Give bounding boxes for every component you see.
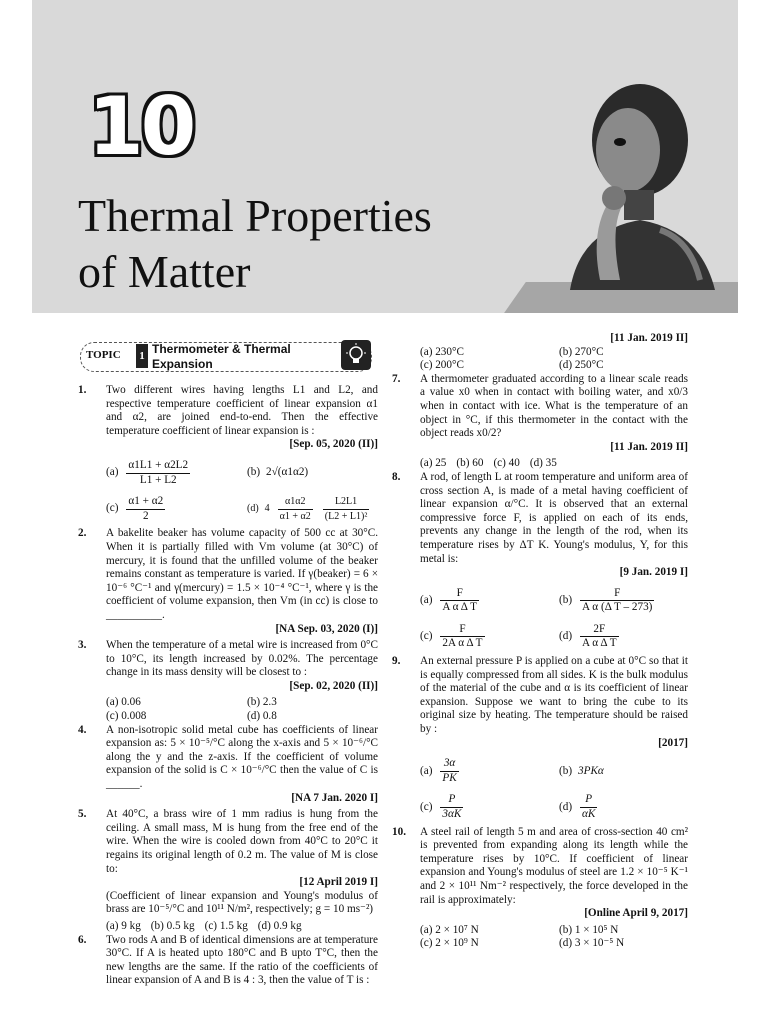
question-source: [NA Sep. 03, 2020 (I)] — [275, 622, 378, 635]
option-c[interactable] — [420, 793, 549, 821]
question-text: A bakelite beaker has volume capacity of 500 cc at 30°C. When it is partially filled with Vm volume (at 30°C) of mercury, it is found that the unfilled volume of the beaker remains constant as temperature is varied. If γ(beaker) = 6 × 10⁻⁶ °C⁻¹ and γ(mercury) = 1.5 × 10⁻⁴ °C⁻¹, where γ is the coefficient of volume expansion, then Vm (in cc) is close to __________. — [106, 527, 378, 621]
question-number: 7. — [392, 372, 401, 385]
question-text: Two rods A and B of identical dimensions are at temperature 30°C. If A is heated upto 180°C and B upto T°C, then the new lengths are the same. If the ratio of the coefficients of linear expansion of A and B is 4 : 3, then the value of T is : — [106, 933, 378, 987]
question-10-options — [392, 924, 688, 951]
option-c[interactable]: (c) 2 × 10⁹ N — [420, 937, 479, 950]
option-label: (a) — [420, 593, 433, 606]
question-9-options — [392, 753, 688, 825]
question-8-options — [392, 583, 688, 655]
question-6-source: [11 Jan. 2019 II] — [610, 332, 688, 344]
chapter-title-line2: of Matter — [78, 246, 251, 297]
option-label: (b) — [247, 466, 261, 479]
fraction-bottom: A α Δ T — [582, 637, 617, 650]
question-1-options — [78, 455, 378, 527]
option-b[interactable] — [247, 459, 378, 487]
question-1 — [78, 384, 378, 452]
right-column — [392, 332, 688, 951]
option-c[interactable]: (c) 40 — [493, 457, 520, 470]
option-a[interactable]: (a) 25 — [420, 457, 447, 470]
option-a[interactable]: (a) 0.06 — [106, 696, 141, 709]
option-d[interactable] — [247, 495, 378, 523]
option-label: (a) — [420, 764, 433, 777]
option-d[interactable]: (d) 3 × 10⁻⁵ N — [559, 937, 625, 950]
question-2 — [78, 527, 378, 636]
option-b[interactable]: (b) 2.3 — [247, 696, 277, 709]
question-7-options — [392, 457, 688, 471]
question-number: 3. — [78, 639, 87, 652]
question-source: [Sep. 02, 2020 (II)] — [289, 679, 378, 692]
option-d[interactable]: (d) 250°C — [559, 359, 604, 372]
question-text: A steel rail of length 5 m and area of cross-section 40 cm² is prevented from expanding along its length while the temperature rises by 10°C. If coefficient of linear expansion and Young's modulus of steel are 1.2 × 10⁻⁵ K⁻¹ and 2 × 10¹¹ Nm⁻² respectively, the force developed in the rail is approximately: — [420, 825, 688, 906]
chapter-title — [78, 188, 432, 300]
option-value: 3PKα — [578, 764, 604, 777]
fraction-bottom: αK — [582, 808, 596, 820]
question-6 — [78, 934, 378, 988]
question-source: [12 April 2019 I] — [299, 876, 378, 889]
option-value: 2√(α1α2) — [266, 466, 309, 479]
question-8 — [392, 471, 688, 580]
fraction-top: 3α — [440, 757, 458, 772]
left-column — [78, 338, 378, 991]
question-number: 5. — [78, 808, 87, 821]
fraction-bottom: α1 + α2 — [279, 510, 311, 522]
option-prefix: 4 — [264, 503, 270, 515]
option-d[interactable]: (d) 0.9 kg — [257, 919, 302, 932]
fraction-bottom: 2A α Δ T — [442, 637, 483, 650]
option-d[interactable]: (d) 0.8 — [247, 710, 277, 723]
option-b[interactable] — [559, 587, 688, 615]
option-c[interactable] — [106, 495, 237, 523]
fraction-top: F — [440, 623, 484, 638]
option-a[interactable]: (a) 230°C — [420, 345, 464, 358]
fraction-top: α1 + α2 — [126, 495, 165, 510]
question-10 — [392, 826, 688, 921]
question-text: A rod, of length L at room temperature and uniform area of cross section A, is made of a metal having coefficient of linear expansion α/°C. It is observed that an external compressive force F, is applied on each of its ends, prevents any change in the length of the rod, when its temperature rises by ΔT K. Young's modulus, Y, for this metal is: — [420, 470, 688, 565]
option-d[interactable] — [559, 793, 688, 821]
option-c[interactable]: (c) 1.5 kg — [204, 919, 248, 932]
question-3 — [78, 639, 378, 693]
question-number: 2. — [78, 527, 87, 540]
fraction-bottom: A α (Δ T – 273) — [582, 601, 653, 614]
question-number: 6. — [78, 933, 87, 946]
fraction-top: F — [580, 587, 654, 602]
option-c[interactable] — [420, 623, 549, 651]
option-label: (d) — [247, 503, 259, 515]
option-label: (b) — [559, 593, 573, 606]
fraction-top: α1α2 — [278, 495, 313, 510]
question-number: 1. — [78, 384, 87, 396]
question-number: 9. — [392, 655, 401, 668]
option-label: (c) — [106, 502, 119, 515]
question-9 — [392, 655, 688, 750]
robot-thinking-image — [540, 80, 720, 290]
question-source: [Online April 9, 2017] — [584, 907, 688, 920]
option-label: (d) — [559, 630, 573, 643]
option-a[interactable] — [420, 587, 549, 615]
chapter-number: 10 — [88, 80, 194, 173]
question-5-options — [78, 920, 378, 934]
question-source: [NA 7 Jan. 2020 I] — [291, 791, 378, 804]
topic-header — [78, 338, 378, 374]
question-note: (Coefficient of linear expansion and Young's modulus of brass are 10⁻⁵/°C and 10¹¹ N/m², respectively; g = 10 ms⁻²) — [106, 889, 378, 916]
question-6-options — [392, 346, 688, 373]
fraction-bottom: PK — [442, 771, 457, 784]
question-source: [9 Jan. 2019 I] — [619, 566, 688, 579]
option-a[interactable] — [420, 757, 549, 785]
question-3-options — [78, 696, 378, 723]
option-a[interactable] — [106, 459, 237, 487]
question-text: A non-isotropic solid metal cube has coefficients of linear expansion as: 5 × 10⁻⁵/°C along the x-axis and 5 × 10⁻⁶/°C along the y and the z-axis. If the coefficient of volume expansion of the solid is C × 10⁻⁶/°C then the value of C is ______. — [106, 723, 378, 791]
option-d[interactable]: (d) 35 — [529, 457, 557, 470]
fraction-bottom: 3αK — [442, 808, 462, 820]
question-number: 4. — [78, 723, 87, 736]
option-b[interactable]: (b) 0.5 kg — [150, 919, 195, 932]
fraction-top: L2L1 — [323, 495, 370, 510]
question-source: [11 Jan. 2019 II] — [610, 440, 688, 453]
question-text: A thermometer graduated according to a linear scale reads a value x0 when in contact with boiling water, and x0/3 when in contact with ice. What is the temperature of an object in °C, if this thermometer in the contact with the object reads x0/2? — [420, 372, 688, 440]
fraction-top: P — [440, 793, 463, 808]
question-number: 8. — [392, 470, 401, 483]
topic-title: Thermometer & Thermal Expansion — [152, 342, 291, 371]
option-label: (d) — [559, 800, 573, 813]
fraction-top: P — [580, 793, 597, 808]
option-c[interactable]: (c) 200°C — [420, 359, 464, 372]
chapter-title-line1: Thermal Properties — [78, 190, 432, 241]
question-7 — [392, 373, 688, 455]
option-b[interactable]: (b) 60 — [456, 457, 484, 470]
fraction-bottom: (L2 + L1)² — [324, 510, 368, 522]
question-text: At 40°C, a brass wire of 1 mm radius is hung from the ceiling. A small mass, M is hung from the free end of the wire. When the wire is cooled down from 40°C to 20°C it regains its original length of 0.2 m. The value of M is close to: — [106, 808, 378, 875]
question-source: [Sep. 05, 2020 (II)] — [289, 438, 378, 451]
fraction-bottom: L1 + L2 — [139, 473, 177, 486]
option-label: (b) — [559, 764, 573, 777]
option-a[interactable]: (a) 9 kg — [106, 919, 141, 932]
question-number: 10. — [392, 825, 406, 838]
question-text: Two different wires having lengths L1 and L2, and respective temperature coefficient of linear expansion α1 and α2, are joined end-to-end. Then the effective temperature coefficient of linear expansion is : — [106, 384, 378, 437]
fraction-top: F — [440, 587, 479, 602]
fraction-bottom: A α Δ T — [442, 601, 477, 614]
option-d[interactable] — [559, 623, 688, 651]
option-b[interactable]: (b) 1 × 10⁵ N — [559, 923, 619, 936]
question-text: An external pressure P is applied on a cube at 0°C so that it is equally compressed from all sides. K is the bulk modulus of the material of the cube and α is its coefficient of linear expansion. Suppose we want to bring the cube to its original size by heating. The temperature should be raised by : — [420, 655, 688, 736]
option-b[interactable] — [559, 757, 688, 785]
question-source: [2017] — [658, 736, 688, 749]
question-5 — [78, 808, 378, 917]
question-text: When the temperature of a metal wire is increased from 0°C to 10°C, its length increased by 0.02%. The percentage change in its mass density will be closest to : — [106, 639, 378, 679]
option-b[interactable]: (b) 270°C — [559, 345, 604, 358]
option-label: (c) — [420, 800, 433, 813]
fraction-bottom: 2 — [143, 509, 149, 522]
fraction-top: α1L1 + α2L2 — [126, 459, 190, 474]
topic-number: 1 — [136, 344, 148, 368]
option-c[interactable]: (c) 0.008 — [106, 710, 147, 723]
option-a[interactable]: (a) 2 × 10⁷ N — [420, 923, 479, 936]
lightbulb-icon — [341, 340, 371, 370]
question-4 — [78, 724, 378, 806]
topic-label: TOPIC — [86, 349, 121, 361]
option-label: (c) — [420, 630, 433, 643]
fraction-top: 2F — [580, 623, 619, 638]
option-label: (a) — [106, 466, 119, 479]
